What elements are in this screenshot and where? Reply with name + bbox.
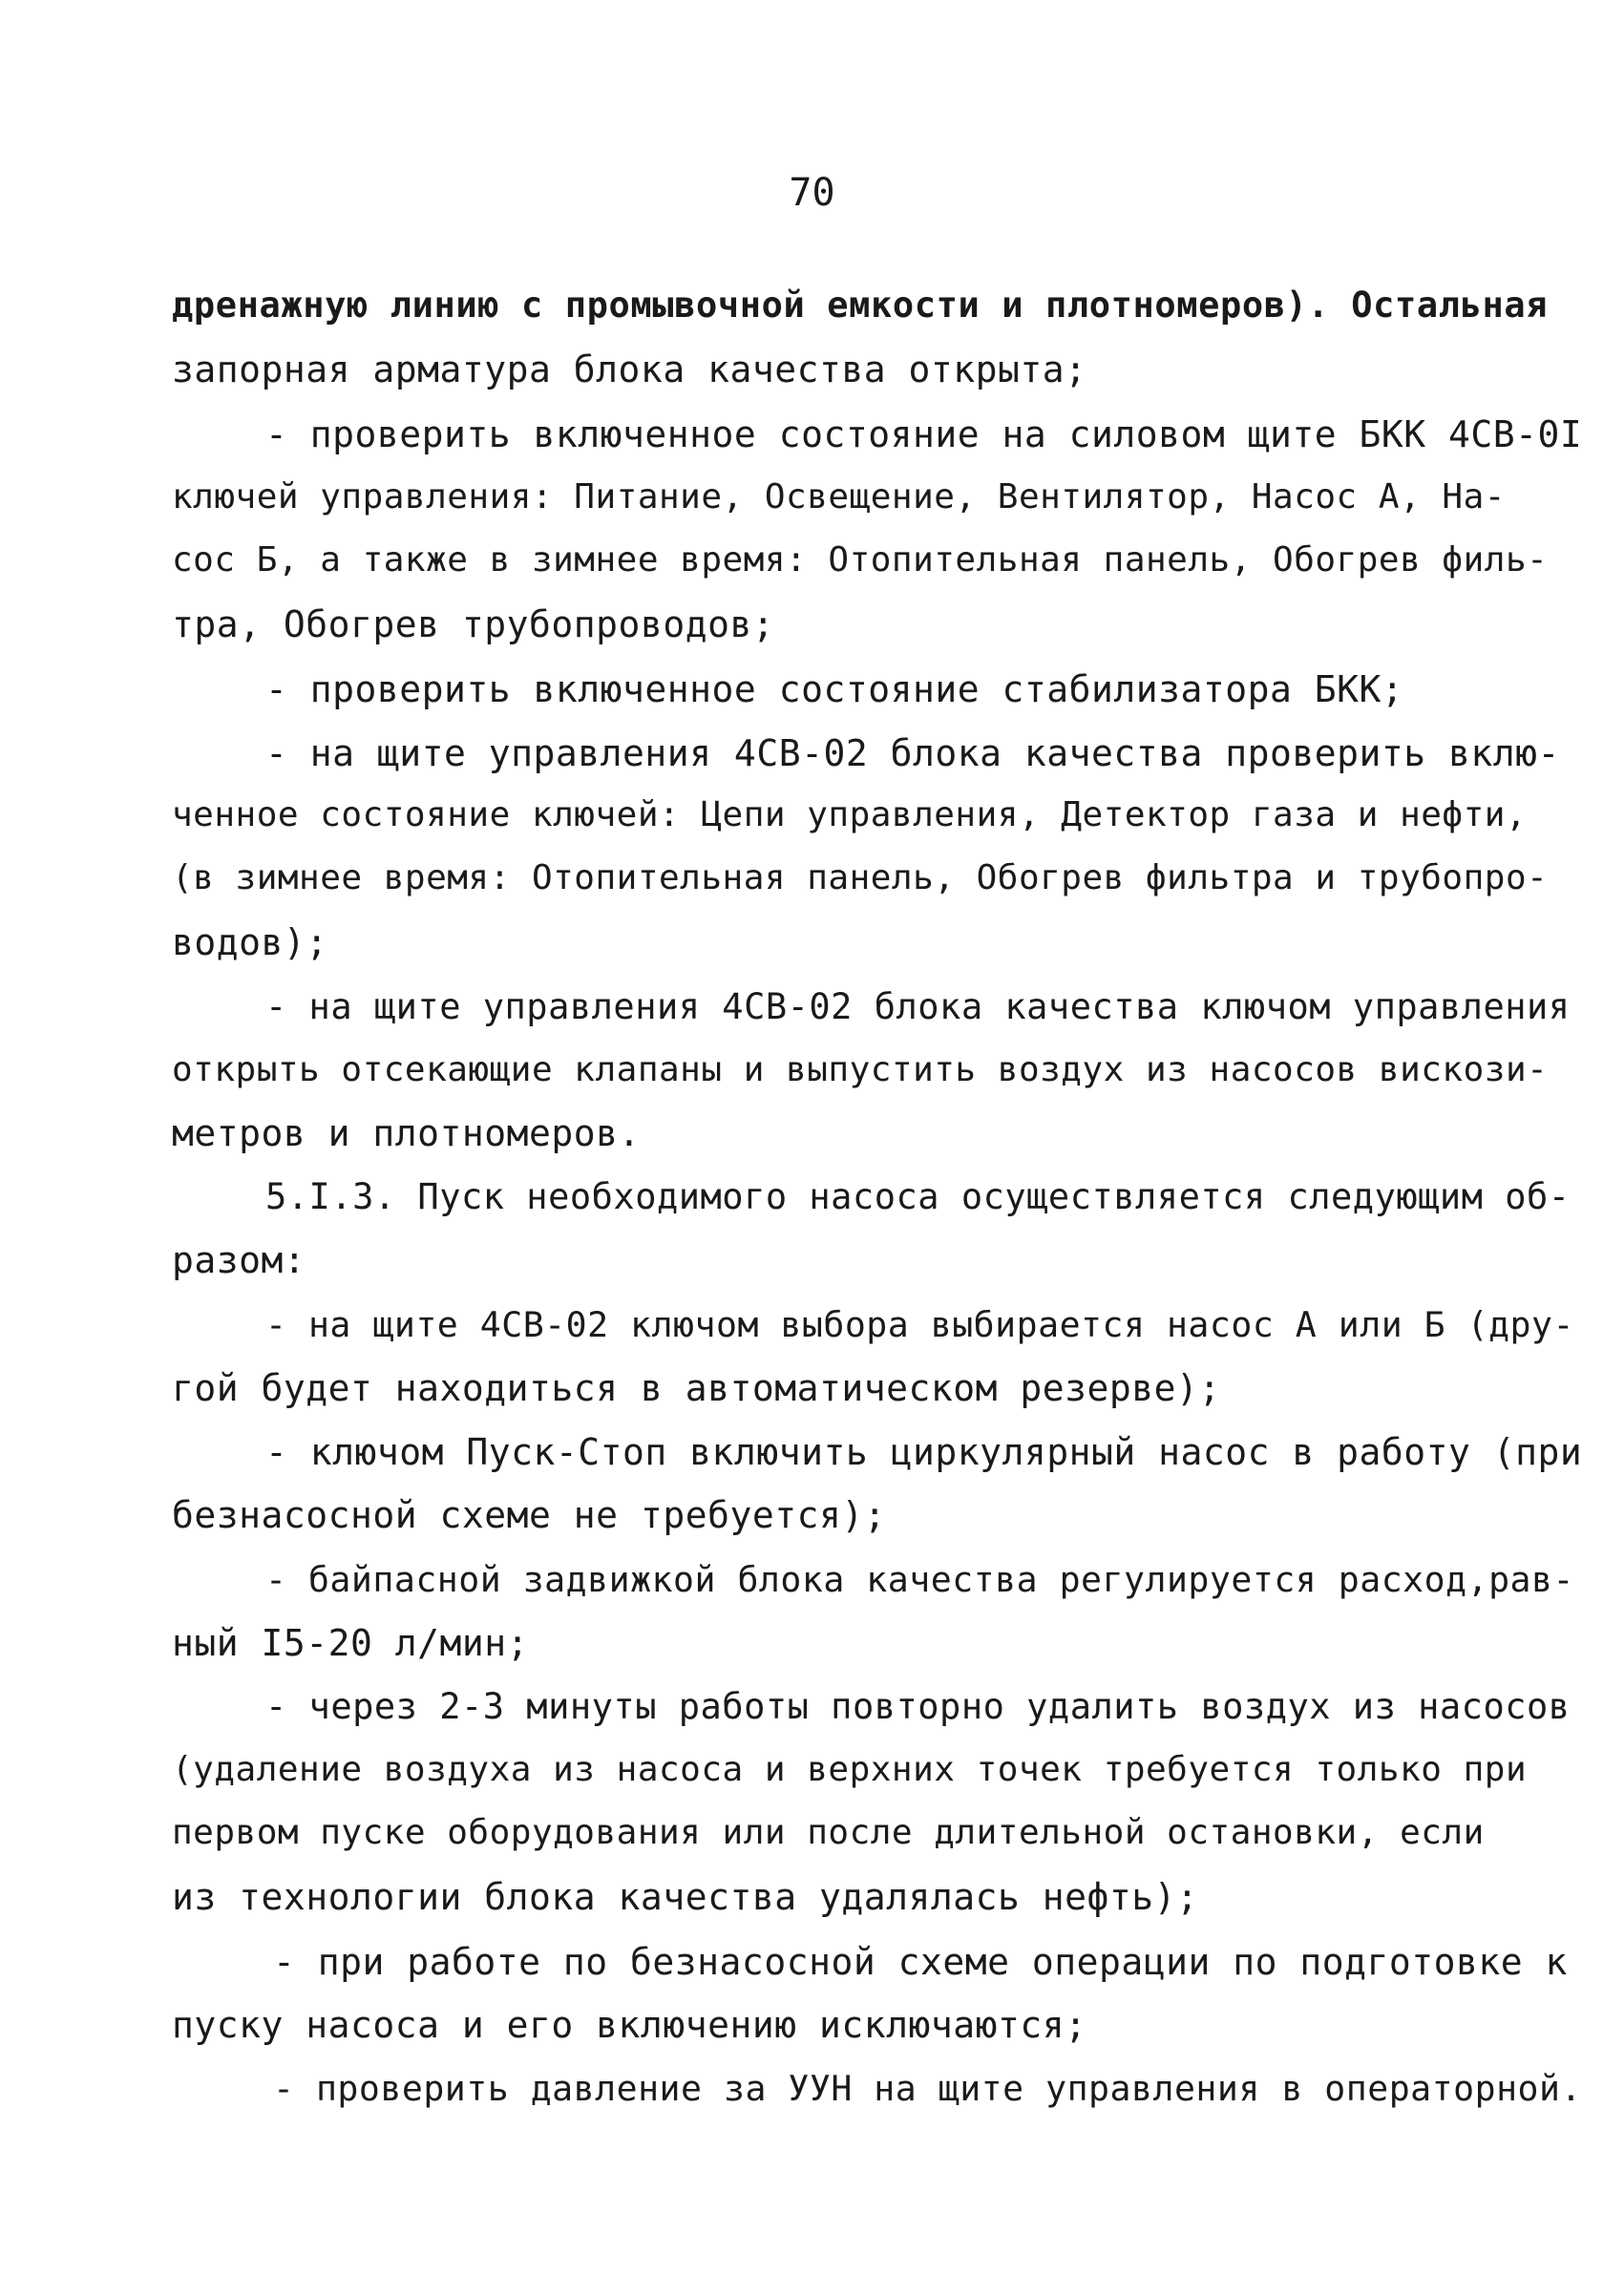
text-line-21: - байпасной задвижкой блока качества регулируется расход,рав- — [265, 1559, 1574, 1600]
text-line-29: - проверить давление за УУН на щите управления в операторной. — [273, 2068, 1582, 2109]
text-line-24: (удаление воздуха из насоса и верхних точек требуется только при — [172, 1750, 1528, 1789]
text-line-6: тра, Обогрев трубопроводов; — [172, 603, 775, 645]
text-line-4: ключей управления: Питание, Освещение, Вентилятор, Насос А, На- — [172, 477, 1506, 517]
text-line-5: сос Б, а также в зимнее время: Отопительная панель, Обогрев филь- — [172, 540, 1549, 580]
text-line-15: 5.I.3. Пуск необходимого насоса осуществляется следующим об- — [265, 1176, 1571, 1217]
text-line-26: из технологии блока качества удалялась нефть); — [172, 1876, 1199, 1918]
text-line-28: пуску насоса и его включению исключаются; — [172, 2004, 1087, 2046]
page-number: 70 — [789, 171, 835, 215]
text-line-18: гой будет находиться в автоматическом резерве); — [172, 1367, 1221, 1409]
text-line-1: дренажную линию с промывочной емкости и плотномеров). Остальная — [172, 285, 1549, 326]
text-line-22: ный I5-20 л/мин; — [172, 1622, 530, 1664]
text-line-27: - при работе по безнасосной схеме операции по подготовке к — [273, 1941, 1568, 1983]
text-line-17: - на щите 4СВ-02 ключом выбора выбирается насос А или Б (дру- — [265, 1304, 1574, 1345]
text-line-13: открыть отсекающие клапаны и выпустить воздух из насосов вискози- — [172, 1050, 1549, 1089]
text-line-10: (в зимнее время: Отопительная панель, Обогрев фильтра и трубопро- — [172, 858, 1549, 897]
text-line-19: - ключом Пуск-Стоп включить циркулярный насос в работу (при — [265, 1431, 1583, 1473]
text-line-14: метров и плотномеров. — [172, 1112, 641, 1154]
text-line-12: - на щите управления 4СВ-02 блока качества ключом управления — [265, 986, 1571, 1027]
text-line-3: - проверить включенное состояние на силовом щите БКК 4СВ-0I — [265, 413, 1583, 455]
text-line-11: водов); — [172, 921, 328, 963]
text-line-2: запорная арматура блока качества открыта; — [172, 348, 1087, 390]
text-line-23: - через 2-3 минуты работы повторно удалить воздух из насосов — [265, 1686, 1571, 1727]
text-line-8: - на щите управления 4СВ-02 блока качества проверить вклю- — [265, 732, 1560, 774]
text-line-25: первом пуске оборудования или после длительной остановки, если — [172, 1813, 1485, 1852]
text-line-7: - проверить включенное состояние стабилизатора БКК; — [265, 668, 1404, 710]
text-line-16: разом: — [172, 1239, 306, 1281]
text-line-9: ченное состояние ключей: Цепи управления, Детектор газа и нефти, — [172, 795, 1528, 834]
text-line-20: безнасосной схеме не требуется); — [172, 1494, 887, 1536]
